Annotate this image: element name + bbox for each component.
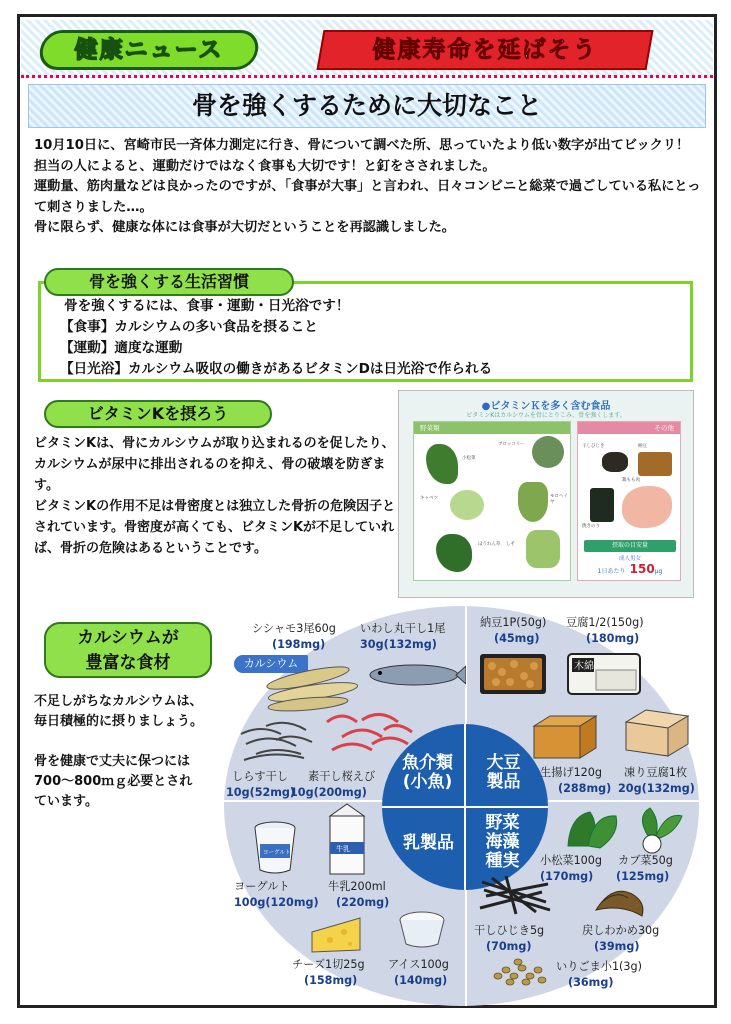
vitk-veg-label: ブロッコリー [498, 442, 525, 447]
koya-tofu-illustration [622, 706, 692, 760]
vitk-card-title: ●ビタミンＫを多く含む食品 [481, 401, 611, 412]
hijiki-illustration [602, 452, 628, 472]
vitk-amount-unit: μg [654, 568, 663, 575]
calcium-text-line: 毎日積極的に摂りましょう。 [34, 714, 204, 729]
ice-cream-amount: (140mg) [394, 974, 448, 987]
vitk-paragraph: ビタミンKは、骨にカルシウムが取り込まれるのを促したり、カルシウムが尿中に排出されるのを抑え、骨の破壊を防ぎます。 [34, 436, 395, 493]
vitk-other-label: 納豆 [638, 444, 647, 449]
iwashi-amount: 30g(132mg) [360, 638, 437, 651]
kabuna-amount: (125mg) [616, 870, 670, 883]
namaage-label: 生揚げ120g [540, 766, 603, 779]
sakura-ebi-label: 素干し桜えび [308, 770, 376, 783]
habit-line: 骨を強くするには、食事・運動・日光浴です！ [64, 298, 350, 314]
vitk-amount [578, 562, 682, 576]
namaage-amount: (288mg) [558, 782, 612, 795]
yogurt-label: ヨーグルト [234, 880, 290, 893]
iwashi-illustration [366, 660, 466, 690]
sakura-ebi-illustration [322, 702, 418, 762]
category-fish: 魚介類 (小魚) [402, 752, 453, 792]
milk-amount: (220mg) [336, 896, 390, 909]
habit-line: 【日光浴】カルシウム吸収の働きがあるビタミンDは日光浴で作られる [60, 361, 493, 377]
calcium-tag: カルシウム [234, 655, 308, 673]
wakame-label: 戻しわかめ30g [582, 924, 660, 937]
natto-label: 納豆1P(50g) [480, 616, 547, 629]
shishamo-label: シシャモ3尾60g [252, 622, 336, 635]
ice-cream-label: アイス100g [388, 958, 449, 971]
milk-label: 牛乳200ml [328, 880, 386, 893]
category-soy: 大豆 製品 [486, 752, 521, 792]
vitk-standard-label: 摂取の目安量 [584, 540, 676, 552]
habit-line: 【食事】カルシウムの多い食品を摂ること [60, 319, 318, 335]
vitk-vegetable-panel [413, 421, 571, 581]
nori-illustration [590, 488, 614, 522]
komatsuna-label: 小松菜100g [540, 854, 603, 867]
shirasu-amount: 10g(52mg) [226, 786, 296, 799]
vitk-paragraph: ビタミンKの作用不足は骨密度とは独立した骨折の危険因子とされています。骨密度が高くても、ビタミンKが不足していれば、骨折の危険はあるということです。 [34, 499, 396, 556]
vitk-other-label: 焼きのり [582, 524, 600, 529]
komatsuna-illustration [426, 444, 458, 484]
vitk-veg-label: キャベツ [420, 496, 438, 501]
vitk-veg-label: ほうれん草 [478, 542, 501, 547]
cabbage-illustration [450, 490, 484, 520]
sakura-ebi-amount: 10g(200mg) [290, 786, 367, 799]
koya-tofu-label: 凍り豆腐1枚 [624, 766, 688, 779]
vitk-other-caption: その他 [578, 422, 680, 434]
calcium-text-line: ています。 [34, 794, 98, 809]
vitk-amount-prefix: 1日あたり [597, 568, 626, 575]
page-title: 骨を強くするために大切なこと [191, 91, 542, 120]
wakame-illustration [592, 880, 648, 920]
calcium-text-line: 不足しがちなカルシウムは、 [34, 694, 203, 709]
intro-text [34, 136, 702, 239]
habit-line: 【運動】適度な運動 [60, 340, 183, 356]
cheese-illustration [310, 914, 364, 956]
vitk-title: ビタミンKを摂ろう [44, 400, 272, 428]
vitk-food-card [398, 390, 694, 598]
chicken-illustration [622, 486, 672, 528]
intro-line: 担当の人によると、運動だけではなく食事も大切です！と釘をさされました。 [34, 158, 496, 174]
vitk-card-subtitle: ビタミンKはカルシウムを骨にとりこみ、骨を強くします。 [466, 412, 626, 419]
vitk-other-label: 鶏もも肉 [622, 478, 640, 483]
sesame-label: いりごま小1(3g) [556, 960, 643, 973]
kabuna-label: カブ菜50g [618, 854, 673, 867]
natto-amount: (45mg) [494, 632, 540, 645]
vitk-adult-label: 成人男女 [618, 556, 641, 562]
milk-pack-text: 牛乳 [336, 845, 350, 853]
cheese-label: チーズ1切25g [292, 958, 365, 971]
vitk-vegetable-caption: 野菜類 [414, 422, 570, 434]
shirasu-illustration [236, 714, 322, 768]
hijiki-label: 干しひじき5g [474, 924, 545, 937]
moroheiya-illustration [518, 482, 548, 522]
hub-divider-horizontal [382, 806, 548, 808]
title-band [28, 84, 706, 128]
vitk-veg-label: しそ [506, 542, 515, 547]
yogurt-amount: 100g(120mg) [234, 896, 319, 909]
slogan-badge [316, 30, 653, 70]
tofu-amount: (180mg) [586, 632, 640, 645]
kabuna-illustration [626, 806, 686, 854]
category-vegetables-seaweed-seeds: 野菜 海藻 種実 [485, 813, 520, 871]
calcium-text-line: 700～800ｍｇ必要とされ [34, 774, 193, 789]
intro-line: 10月10日に、宮崎市民一斉体力測定に行き、骨について調べた所、思っていたより低い数字が出てビックリ！ [34, 138, 690, 153]
namaage-illustration [530, 712, 600, 762]
koya-tofu-amount: 20g(132mg) [618, 782, 695, 795]
shirasu-label: しらす干し [232, 770, 288, 783]
milk-carton-illustration [322, 802, 372, 878]
yogurt-illustration [252, 820, 298, 876]
vitk-other-panel [577, 421, 681, 581]
shishamo-amount: (198mg) [272, 638, 326, 651]
hijiki-illustration [476, 872, 556, 918]
health-news-label: 健康ニュース [74, 37, 224, 63]
calcium-title-line: 豊富な食材 [85, 653, 171, 673]
vitk-veg-label: 小松菜 [462, 456, 476, 461]
natto-illustration [638, 452, 672, 476]
calcium-title-line: カルシウムが [77, 628, 179, 648]
broccoli-illustration [532, 436, 564, 468]
vitk-amount-value: 150 [629, 562, 655, 576]
category-dairy: 乳製品 [403, 833, 454, 853]
iwashi-label: いわし丸干し1尾 [360, 622, 446, 635]
tofu-brand-text: 木綿 [574, 661, 594, 672]
komatsuna-amount: (170mg) [540, 870, 594, 883]
health-news-badge [37, 30, 261, 70]
shiso-illustration [526, 530, 560, 568]
hijiki-amount: (70mg) [486, 940, 532, 953]
wakame-amount: (39mg) [594, 940, 640, 953]
natto-illustration [478, 650, 548, 696]
intro-line: 運動量、筋肉量などは良かったのですが、「食事が大事」と言われ、日々コンビニと総菜で過ごしている私にとって刺さりました…。 [34, 179, 701, 215]
calcium-title [44, 622, 212, 678]
habits-title: 骨を強くする生活習慣 [44, 268, 294, 296]
habits-list [60, 296, 690, 380]
spacer [34, 732, 239, 752]
tofu-label: 豆腐1/2(150g) [566, 616, 644, 629]
ice-cream-illustration [398, 906, 446, 950]
slogan-label: 健康寿命を延ばそう [372, 37, 598, 63]
sesame-amount: (36mg) [568, 976, 614, 989]
calcium-text-line: 骨を健康で丈夫に保つには [34, 754, 191, 769]
komatsuna-illustration [560, 806, 626, 852]
sesame-illustration [490, 954, 552, 988]
spinach-illustration [436, 534, 472, 572]
cheese-amount: (158mg) [304, 974, 358, 987]
yogurt-pack-text: ヨーグルト [263, 850, 291, 856]
tofu-package-illustration [566, 650, 642, 696]
vitk-veg-label: モロヘイヤ [550, 494, 568, 505]
intro-line: 骨に限らず、健康な体には食事が大切だということを再認識しました。 [34, 220, 455, 235]
vitk-other-label: 干しひじき [582, 444, 605, 449]
vitk-text [34, 433, 399, 559]
calcium-text [34, 692, 239, 812]
